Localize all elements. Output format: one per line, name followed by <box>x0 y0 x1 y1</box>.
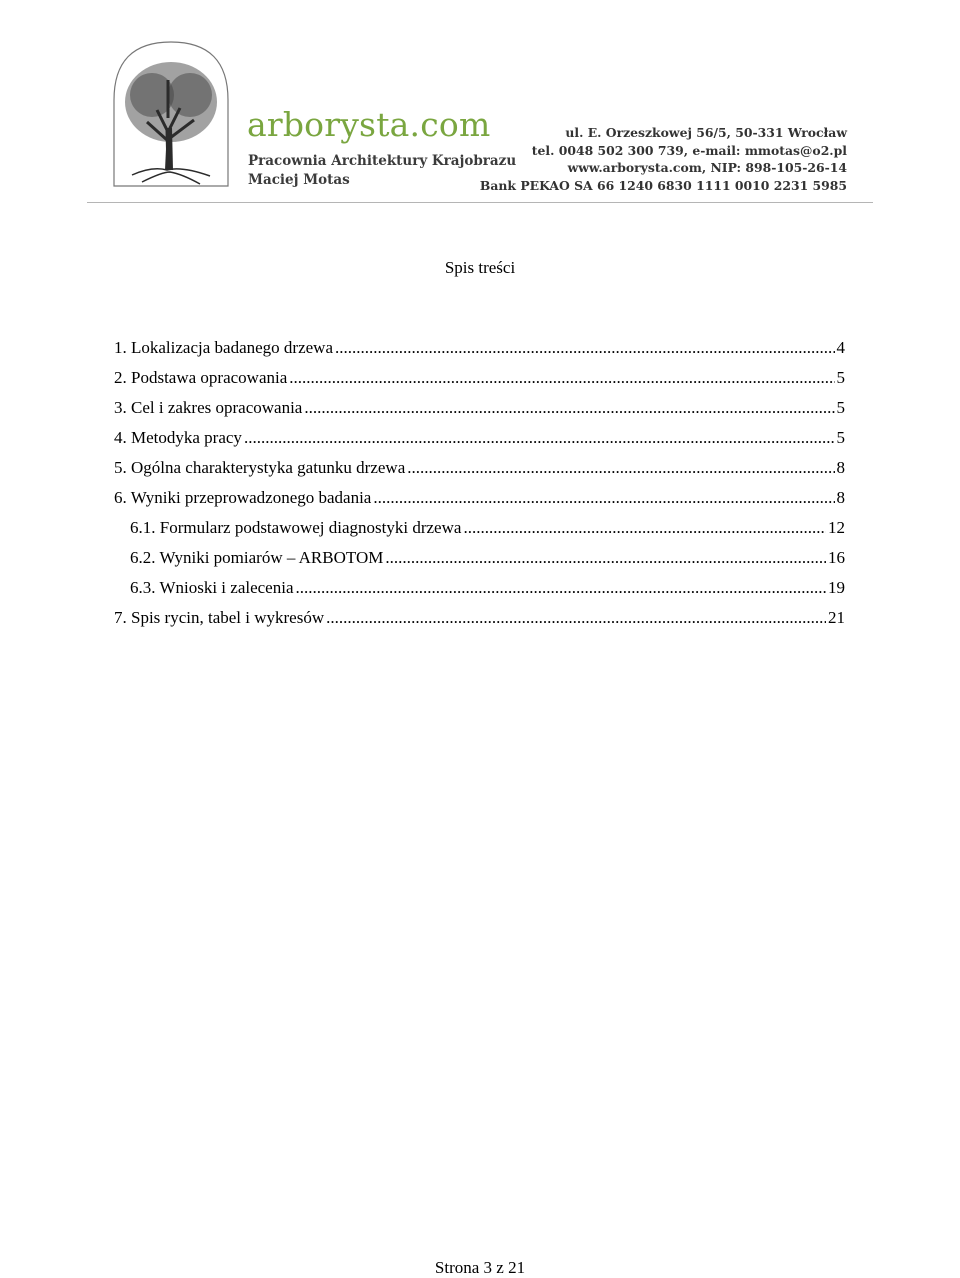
toc-entry-page: 5 <box>836 398 845 417</box>
toc-entry-label: 7. Spis rycin, tabel i wykresów <box>114 608 325 627</box>
toc-entry-page: 5 <box>836 368 845 387</box>
toc-entry[interactable] <box>114 457 845 479</box>
brand-subtitle: Pracownia Architektury Krajobrazu <box>248 153 517 169</box>
toc-entry-page: 8 <box>836 458 845 477</box>
toc-entry-label: 1. Lokalizacja badanego drzewa <box>114 338 333 357</box>
toc-leader-dots <box>335 337 835 359</box>
toc-entry[interactable] <box>130 517 845 539</box>
toc-entry-label: 3. Cel i zakres opracowania <box>114 398 303 417</box>
toc-leader-dots <box>244 427 835 449</box>
toc-entry-label: 6.1. Formularz podstawowej diagnostyki drzewa <box>130 518 462 537</box>
tree-logo-icon <box>112 40 230 188</box>
toc-entry-page: 5 <box>836 428 845 447</box>
toc-leader-dots <box>385 547 826 569</box>
toc-entry-label: 6. Wyniki przeprowadzonego badania <box>114 488 372 507</box>
brand-owner: Maciej Motas <box>248 172 350 188</box>
toc-leader-dots <box>463 517 826 539</box>
toc-entry[interactable] <box>114 607 845 629</box>
brand-name: arborysta.com <box>247 105 491 144</box>
contact-website-nip: www.arborysta.com, NIP: 898-105-26-14 <box>567 160 847 175</box>
toc-entry[interactable] <box>114 397 845 419</box>
contact-block <box>480 124 847 194</box>
contact-bank: Bank PEKAO SA 66 1240 6830 1111 0010 2231 5985 <box>479 177 847 193</box>
toc-leader-dots <box>289 367 834 389</box>
toc-entry-page: 21 <box>828 608 845 627</box>
toc-entry[interactable] <box>130 547 845 569</box>
toc-entry[interactable] <box>114 337 845 359</box>
toc-leader-dots <box>296 577 827 599</box>
toc-leader-dots <box>407 457 834 479</box>
letterhead <box>0 0 960 210</box>
header-divider <box>87 202 873 203</box>
toc-entry-label: 6.3. Wnioski i zalecenia <box>130 578 294 597</box>
page-number: Strona 3 z 21 <box>434 1258 526 1277</box>
toc-title: Spis treści <box>444 258 516 277</box>
toc-entry-page: 19 <box>828 578 845 597</box>
toc-entry[interactable] <box>130 577 845 599</box>
toc-entry-page: 4 <box>836 338 845 357</box>
toc-entry[interactable] <box>114 487 845 509</box>
toc-leader-dots <box>304 397 834 419</box>
contact-phone-email: tel. 0048 502 300 739, e-mail: mmotas@o2.pl <box>531 142 847 158</box>
toc-entry-label: 2. Podstawa opracowania <box>114 368 288 387</box>
toc-entry-label: 4. Metodyka pracy <box>114 428 242 447</box>
toc-leader-dots <box>373 487 834 509</box>
contact-address: ul. E. Orzeszkowej 56/5, 50-331 Wrocław <box>565 125 847 140</box>
toc-entry-label: 6.2. Wyniki pomiarów – ARBOTOM <box>130 548 384 567</box>
toc-entry-page: 8 <box>836 488 845 507</box>
toc-entry-page: 16 <box>828 548 845 567</box>
toc-entry-label: 5. Ogólna charakterystyka gatunku drzewa <box>114 458 406 477</box>
toc-entry[interactable] <box>114 427 845 449</box>
toc-entry[interactable] <box>114 367 845 389</box>
toc-leader-dots <box>326 607 826 629</box>
toc-entry-page: 12 <box>828 518 845 537</box>
